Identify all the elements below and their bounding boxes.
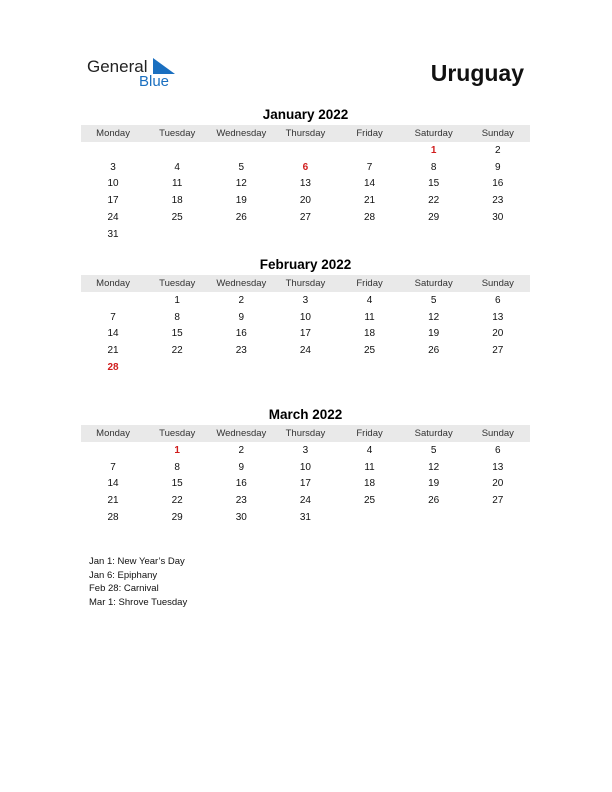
date-cell: 12 (428, 311, 440, 323)
date-cell: 18 (364, 478, 376, 490)
logo-text-blue: Blue (139, 73, 170, 90)
holiday-list-item: Jan 6: Epiphany (89, 569, 158, 581)
date-cell: 8 (174, 461, 180, 473)
month-march (81, 407, 530, 526)
weekday-header-monday: Monday (96, 278, 130, 289)
date-cell: 12 (428, 461, 440, 473)
date-cell: 15 (171, 478, 183, 490)
week-row (81, 176, 530, 193)
date-cell: 26 (428, 495, 440, 507)
date-cell: 5 (430, 294, 437, 306)
date-cell: 4 (174, 161, 180, 173)
date-cell: 13 (492, 311, 504, 323)
date-cell: 3 (110, 161, 116, 173)
date-cell: 7 (110, 311, 116, 323)
weekday-header-tuesday: Tuesday (159, 128, 196, 139)
weekday-header-sunday: Sunday (481, 428, 514, 439)
week-row (81, 292, 530, 309)
date-cell: 28 (364, 212, 376, 224)
weekday-header-tuesday: Tuesday (159, 278, 196, 289)
weekday-header-saturday: Saturday (414, 128, 453, 139)
date-cell: 14 (107, 478, 119, 490)
date-cell: 18 (171, 195, 183, 207)
date-cell: 28 (107, 512, 119, 524)
date-cell: 11 (364, 461, 375, 473)
date-cell: 15 (428, 178, 440, 190)
weekday-header-sunday: Sunday (481, 128, 514, 139)
weekday-header-tuesday: Tuesday (159, 428, 196, 439)
week-row (81, 326, 530, 343)
week-row (81, 442, 530, 459)
date-cell: 23 (492, 195, 504, 207)
date-cell: 16 (235, 478, 247, 490)
date-cell: 27 (492, 345, 504, 357)
weekday-header-saturday: Saturday (414, 278, 453, 289)
country-title: Uruguay (430, 60, 524, 86)
logo-triangle-icon (153, 58, 175, 74)
date-cell: 22 (171, 345, 183, 357)
date-cell: 9 (238, 311, 245, 323)
date-cell: 15 (171, 328, 183, 340)
date-cell: 20 (299, 195, 311, 207)
weekday-header-thursday: Thursday (285, 428, 326, 439)
date-cell: 5 (430, 444, 437, 456)
date-cell: 22 (171, 495, 183, 507)
week-row (81, 359, 530, 376)
holiday-list-item: Feb 28: Carnival (89, 583, 159, 595)
date-cell: 10 (107, 178, 119, 190)
weekday-header-row (81, 425, 530, 442)
date-cell: 3 (302, 294, 309, 306)
date-cell: 17 (107, 195, 119, 207)
weekday-header-wednesday: Wednesday (216, 278, 267, 289)
date-cell: 27 (492, 495, 504, 507)
date-cell: 11 (171, 178, 183, 190)
date-cell: 21 (107, 345, 119, 357)
date-cell: 26 (235, 212, 247, 224)
week-row (81, 476, 530, 493)
date-cell: 23 (235, 345, 247, 357)
date-cell: 6 (495, 294, 501, 306)
date-cell: 25 (364, 345, 376, 357)
holiday-list (89, 555, 187, 609)
month-title: February 2022 (259, 257, 352, 272)
date-cell: 24 (299, 495, 311, 507)
date-cell: 19 (235, 195, 247, 207)
date-cell: 7 (110, 461, 116, 473)
date-cell: 13 (492, 461, 504, 473)
weekday-header-thursday: Thursday (285, 278, 326, 289)
week-row (81, 342, 530, 359)
date-cell: 26 (428, 345, 440, 357)
date-cell: 19 (428, 328, 440, 340)
month-january (81, 107, 530, 243)
date-cell: 31 (299, 512, 311, 524)
date-cell: 17 (299, 478, 311, 490)
date-cell: 10 (299, 311, 311, 323)
week-row (81, 142, 530, 159)
date-cell: 12 (235, 178, 247, 190)
month-title: January 2022 (262, 107, 349, 122)
holiday-date-cell: 6 (302, 161, 309, 173)
date-cell: 27 (299, 212, 311, 224)
date-cell: 17 (299, 328, 311, 340)
date-cell: 9 (495, 161, 501, 173)
date-cell: 23 (235, 495, 247, 507)
date-cell: 18 (364, 328, 376, 340)
date-cell: 8 (430, 161, 437, 173)
month-february (81, 257, 530, 376)
date-cell: 24 (299, 345, 311, 357)
week-row (81, 159, 530, 176)
week-row (81, 226, 530, 243)
weekday-header-wednesday: Wednesday (216, 428, 267, 439)
weekday-header-sunday: Sunday (481, 278, 514, 289)
weekday-header-row (81, 125, 530, 142)
week-row (81, 492, 530, 509)
week-row (81, 459, 530, 476)
weekday-header-saturday: Saturday (414, 428, 453, 439)
date-cell: 16 (235, 328, 247, 340)
date-cell: 10 (299, 461, 311, 473)
date-cell: 14 (364, 178, 376, 190)
date-cell: 2 (238, 444, 245, 456)
date-cell: 30 (492, 212, 504, 224)
date-cell: 21 (364, 195, 376, 207)
date-cell: 2 (238, 294, 245, 306)
date-cell: 1 (174, 294, 180, 306)
date-cell: 2 (495, 144, 501, 156)
weekday-header-monday: Monday (96, 428, 130, 439)
date-cell: 11 (364, 311, 375, 323)
date-cell: 25 (171, 212, 183, 224)
date-cell: 25 (364, 495, 376, 507)
weekday-header-thursday: Thursday (285, 128, 326, 139)
date-cell: 14 (107, 328, 119, 340)
week-row (81, 209, 530, 226)
date-cell: 4 (366, 444, 373, 456)
date-cell: 20 (492, 478, 504, 490)
weekday-header-friday: Friday (356, 278, 383, 289)
date-cell: 29 (171, 512, 183, 524)
date-cell: 5 (238, 161, 245, 173)
week-row (81, 509, 530, 526)
date-cell: 7 (366, 161, 373, 173)
date-cell: 16 (492, 178, 504, 190)
date-cell: 8 (174, 311, 180, 323)
date-cell: 21 (107, 495, 119, 507)
date-cell: 9 (238, 461, 245, 473)
holiday-list-item: Jan 1: New Year’s Day (89, 556, 185, 567)
week-row (81, 309, 530, 326)
holiday-date-cell: 1 (174, 444, 180, 456)
generalblue-logo (87, 56, 187, 92)
holiday-list-item: Mar 1: Shrove Tuesday (89, 596, 188, 608)
holiday-date-cell: 28 (107, 362, 119, 374)
date-cell: 13 (299, 178, 311, 190)
date-cell: 22 (428, 195, 440, 207)
date-cell: 6 (495, 444, 501, 456)
month-title: March 2022 (268, 407, 343, 422)
logo-text-general: General (87, 57, 148, 76)
date-cell: 30 (235, 512, 247, 524)
date-cell: 19 (428, 478, 440, 490)
date-cell: 4 (366, 294, 373, 306)
weekday-header-wednesday: Wednesday (216, 128, 267, 139)
holiday-date-cell: 1 (430, 144, 437, 156)
weekday-header-monday: Monday (96, 128, 130, 139)
weekday-header-friday: Friday (356, 428, 383, 439)
date-cell: 24 (107, 212, 119, 224)
date-cell: 20 (492, 328, 504, 340)
date-cell: 29 (428, 212, 440, 224)
weekday-header-row (81, 275, 530, 292)
date-cell: 3 (302, 444, 309, 456)
date-cell: 31 (107, 228, 119, 240)
week-row (81, 192, 530, 209)
weekday-header-friday: Friday (356, 128, 383, 139)
